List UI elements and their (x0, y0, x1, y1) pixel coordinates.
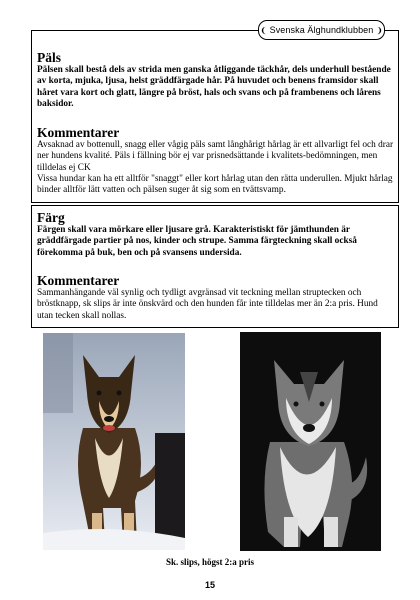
page-number: 15 (204, 580, 215, 590)
club-tag-label: Svenska Älghundklubben (269, 25, 374, 35)
dog-right-illustration (240, 332, 381, 551)
dog-photo-left (43, 333, 185, 550)
kommentar-text-1a: Avsaknad av bottenull, snagg eller vågig päls samt långhårigt hårlag är ett allvarligt fel och drar ner hundens kvalité. Päls i fällning bör ej var prisnedsättande i kvalitets-bedömningen, men tilldelas ej CK (37, 140, 394, 173)
dog-left-illustration (43, 333, 185, 550)
club-tag (258, 20, 385, 40)
farg-text: Färgen skall vara mörkare eller ljusare grå. Karakteristiskt för jämthunden är gräddfärgade partier på nos, kinder och strupe. Samma färgteckning skall också förekomma på buk, ben och på svansens undersida. (37, 225, 357, 258)
pals-heading: Päls (37, 50, 62, 65)
kommentar-section-1 (37, 125, 394, 196)
photo-caption: Sk. slips, högst 2:a pris (165, 557, 255, 567)
dog-photo-right (240, 332, 381, 551)
pals-section (37, 50, 394, 110)
kommentar-text-2: Sammanhängande väl synlig och tydligt avgränsad vit teckning mellan struptecken och bröstknapp, sk slips är inte önskvärd och den hunden får inte tilldelas mer än 2:a pris. Hund utan tecken skall nollas. (37, 288, 378, 321)
kommentar-heading-2: Kommentarer (37, 273, 120, 288)
kommentar-heading-1: Kommentarer (37, 125, 120, 140)
farg-section (37, 210, 394, 259)
swirl-ornament-left-icon: ❨ (260, 26, 267, 35)
kommentar-text-1b: Vissa hundar kan ha ett alltför "snaggt" eller kort hårlag utan den rätta underullen. Mjukt hårlag binder alltför lätt vatten och pälsen suger åt sig som en tvättsvamp. (37, 173, 393, 196)
farg-heading: Färg (37, 210, 65, 225)
kommentar-section-2 (37, 273, 394, 322)
swirl-ornament-right-icon: ❩ (376, 26, 383, 35)
pals-text: Pälsen skall bestå dels av strida men ganska åtliggande täckhår, dels underhull bestående av korta, mjuka, ljusa, helst gräddfärgade hår. På huvudet och benens framsidor skall håret vara kort och glatt, längre på bröst, hals och svans och på frambenens och lårens baksidor. (37, 65, 391, 109)
